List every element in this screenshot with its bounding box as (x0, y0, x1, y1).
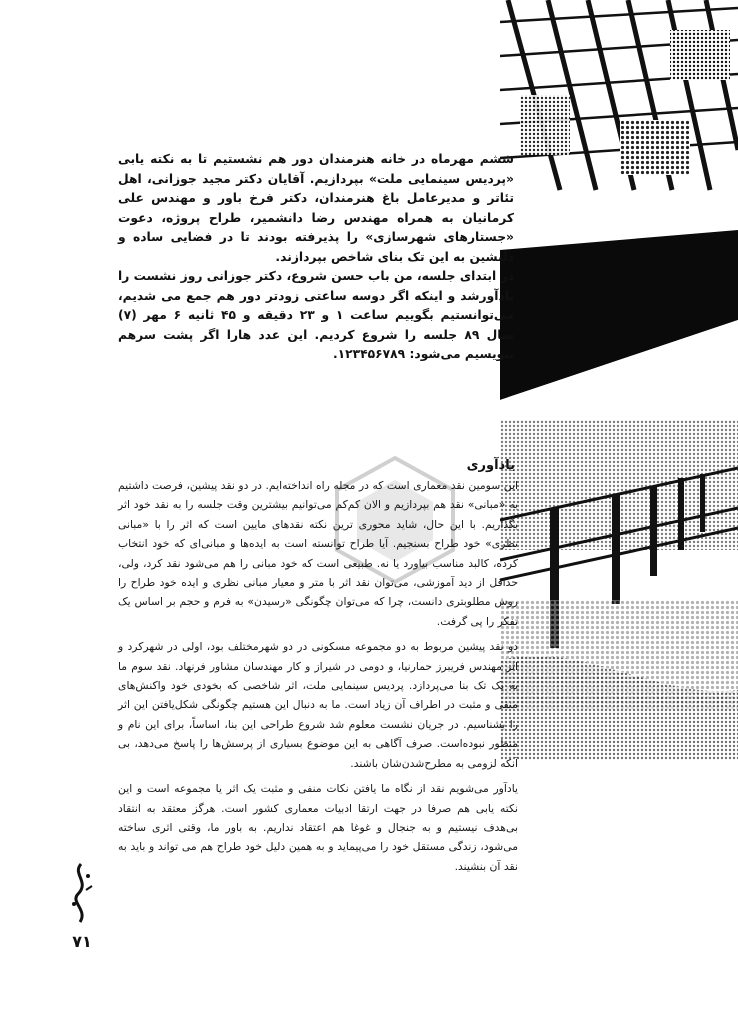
section-title: یادآوری (466, 458, 515, 473)
intro-text (118, 150, 514, 365)
intro-paragraph: ششم مهرماه در خانه هنرمندان دور هم نشستیم تا به نکته یابی «پردیس سینمایی ملت» بپردازیم. آقایان دکتر مجید جوزانی، اهل تئاتر و مدیرعامل باغ هنرمندان، دکتر فرخ باور و مهندس علی کرمانیان به همراه مهندس رضا دانشمیر، طراح پروژه، دعوت «جستارهای شهرسازی» را پذیرفته بودند تا در فضایی ساده و دلنشین به این تک بنای شاخص بپردازند. (118, 152, 514, 264)
page-number: ۷۱ (72, 932, 92, 951)
architecture-photo (500, 0, 738, 1024)
body-paragraph: دو نقد پیشین مربوط به دو مجموعه مسکونی در دو شهرمختلف بود، اولی در شهرکرد و اثر مهندس فریبرز حمارنیا، و دومی در شیراز و کار مهندسان مشاور فرنهاد. نقد سوم ما به یک تک بنا می‌پردازد. پردیس سینمایی ملت، اثر شاخصی که بخودی خود واکنش‌های منفی و مثبت در اطراف آن زیاد است. ما به دنبال این هستیم چگونگی شکل‌یافتن این اثر را بشناسیم. در جریان نشست معلوم شد شروع طراحی این بنا، اساساً، برای این نام و منظور نبوده‌است. صرف آگاهی به این موضوع بسیاری از پرسش‌ها را پاسخ می‌دهد، بی آنکه لزومی به مطرح‌شدن‌شان باشند. (118, 640, 518, 770)
intro-paragraph: در ابتدای جلسه، من باب حسن شروع، دکتر جوزانی روز نشست را یادآورشد و اینکه اگر دوسه ساعتی زودتر دور هم جمع می شدیم، می‌توانستیم بگوییم ساعت ۱ و ۲۳ دقیقه و ۴۵ ثانیه ۶ مهر (۷) سال ۸۹ جلسه را شروع کردیم. این عدد هارا اگر پشت سرهم بنویسیم می‌شود: ۱۲۳۴۵۶۷۸۹. (118, 269, 514, 361)
body-paragraph: یادآور می‌شویم نقد از نگاه ما یافتن نکات منفی و مثبت یک اثر یا مجموعه است و این نکته یابی هم صرفا در جهت ارتقا ادبیات معماری کشور است. هرگز معتقد به انتقاد بی‌هدف نیستیم و به جنجال و غوغا هم اعتقاد نداریم. به باور ما، وقتی اثری ساخته می‌شود، زندگی مستقل خود را می‌پیماید و به همین دلیل خود طراح هم می تواند و باید به نقد آن بنشیند. (118, 782, 518, 873)
article-body (118, 476, 518, 882)
body-paragraph: این سومین نقد معماری است که در مجله راه انداخته‌ایم. در دو نقد پیشین، فرصت داشتیم به «مبانی» نقد هم بپردازیم و الان کم‌کم می‌توانیم بیشترین وقت جلسه را به نقد خود اثر بگذاریم. با این حال، شاید محوری ترین نکته نقدهای مایین است که اثر را با «مبانی نظری» خود طراح بسنجیم. آیا طراح توانسته است به ایده‌ها و مبانی‌ای که خود انتخاب کرده، کالبد مناسب بیاورد یا نه. طبیعی است که خود مبانی را هم می‌شود نقد کرد، ولی، حداقل از دید آموزشی، می‌توان نقد اثر با متر و معیار مبانی نظری و ایده خود طراح را روش مطلوبتری دانست، چرا که می‌توان چگونگی «رسیدن» به فرم و حجم بر اساس یک تفکر را پی گرفت. (118, 479, 518, 628)
magazine-logo-icon (64, 860, 98, 930)
